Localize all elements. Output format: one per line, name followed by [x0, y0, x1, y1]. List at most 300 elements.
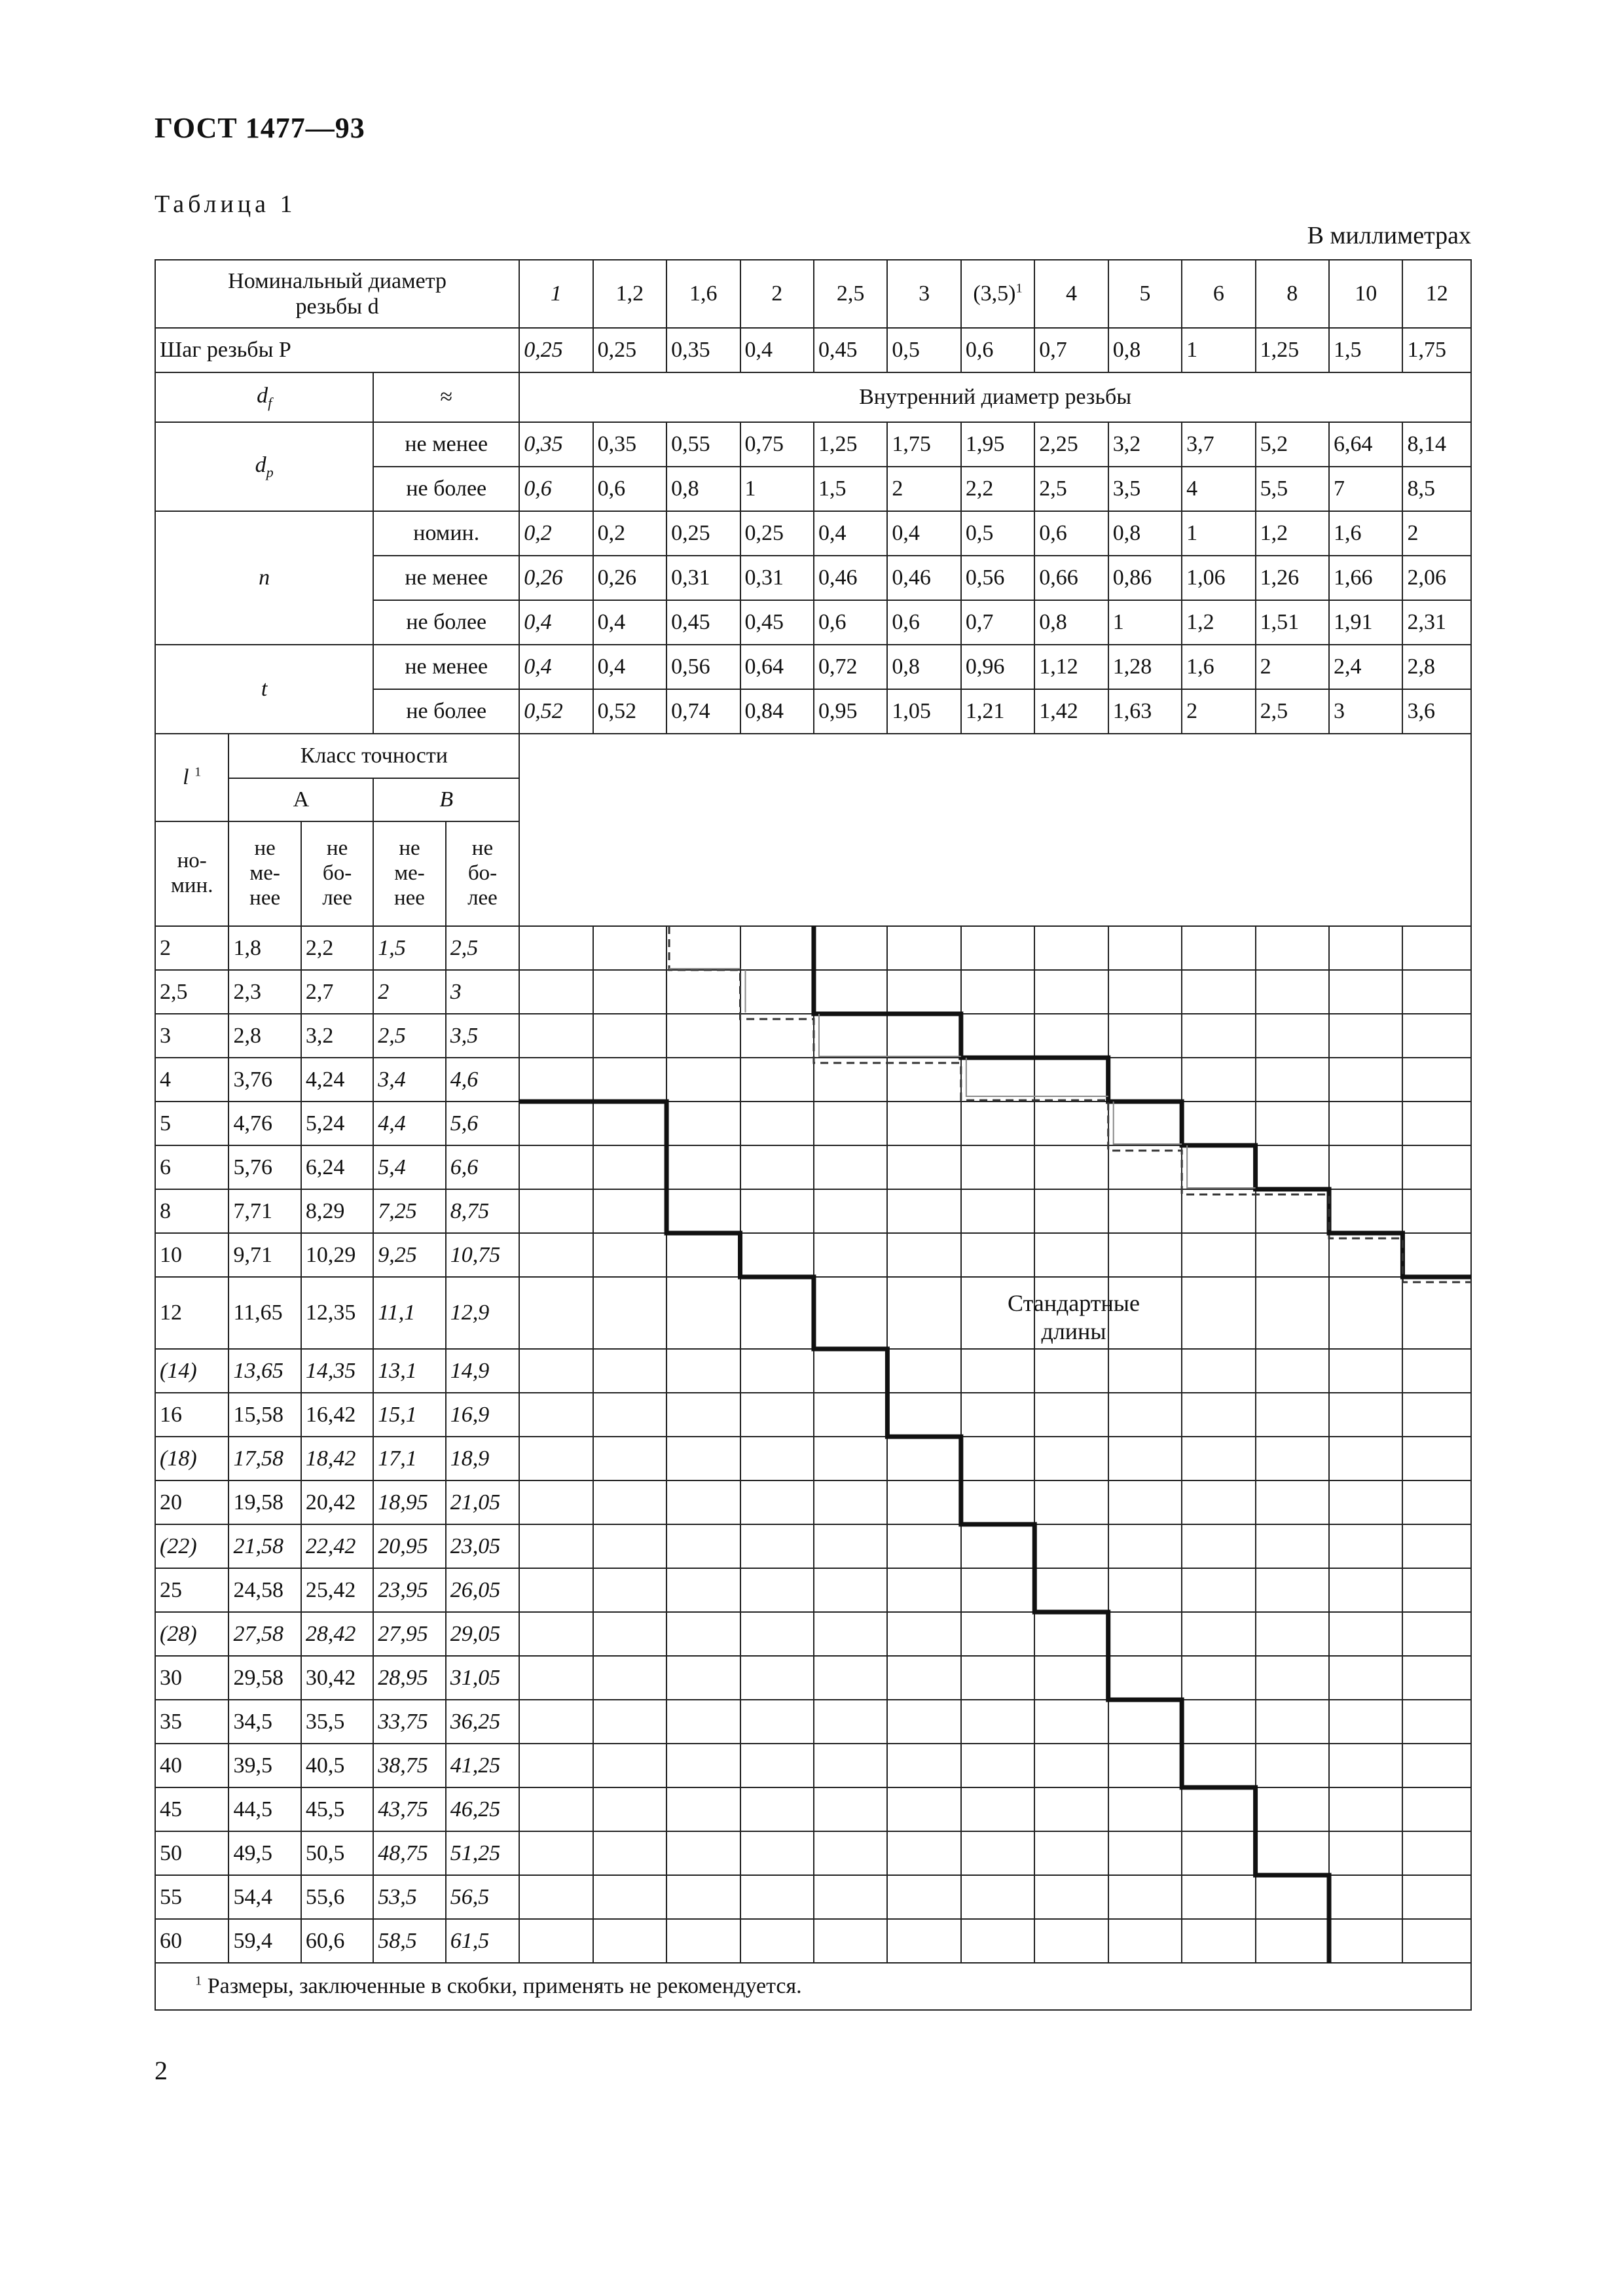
length-cell: 8: [155, 1189, 228, 1233]
grid-cell: [666, 1919, 740, 1963]
grid-cell: [593, 1058, 666, 1102]
dp-cell: 1,75: [887, 422, 960, 467]
grid-cell: [593, 1568, 666, 1612]
grid-cell: [1182, 1568, 1255, 1612]
grid-cell: [814, 1437, 887, 1480]
grid-cell: [961, 1919, 1034, 1963]
grid-cell: [740, 1393, 814, 1437]
grid-cell: [1034, 970, 1108, 1014]
pitch-cell: 0,35: [666, 328, 740, 372]
length-cell: 5,76: [228, 1145, 301, 1189]
t-limit-label: не более: [373, 689, 519, 734]
grid-cell: [887, 1656, 960, 1700]
grid-cell: [519, 970, 593, 1014]
dp-cell: 8,14: [1402, 422, 1471, 467]
n-cell: 0,31: [740, 556, 814, 600]
grid-cell: [1329, 1831, 1402, 1875]
n-cell: 0,46: [887, 556, 960, 600]
grid-cell: [1329, 1480, 1402, 1524]
length-cell: 12,9: [446, 1277, 520, 1349]
length-cell: 2: [373, 970, 445, 1014]
length-cell: 35: [155, 1700, 228, 1744]
dp-cell: 5,5: [1256, 467, 1329, 511]
grid-cell: [814, 1787, 887, 1831]
diameter-cell: $(3,5)^1$: [961, 260, 1034, 328]
n-symbol: n: [155, 511, 373, 645]
grid-cell: [1402, 1233, 1471, 1277]
grid-cell: [1108, 1919, 1182, 1963]
grid-cell: [593, 970, 666, 1014]
grid-cell: [961, 1014, 1034, 1058]
grid-cell: [666, 1831, 740, 1875]
standard-lengths-label: Стандартные длины: [1008, 1290, 1140, 1345]
t-cell: 0,52: [519, 689, 593, 734]
grid-cell: [740, 1919, 814, 1963]
row-footnote: [155, 1963, 1471, 2010]
length-cell: 16: [155, 1393, 228, 1437]
dp-cell: 3,7: [1182, 422, 1255, 467]
n-cell: 0,5: [961, 511, 1034, 556]
grid-cell: [814, 1480, 887, 1524]
grid-cell: [961, 1656, 1034, 1700]
grid-cell: [1329, 1102, 1402, 1145]
grid-cell: [519, 926, 593, 970]
l-symbol: l $^1$: [155, 734, 228, 821]
class-a: А: [228, 778, 373, 821]
n-cell: 0,25: [740, 511, 814, 556]
grid-cell: [519, 1524, 593, 1568]
n-cell: 0,45: [666, 600, 740, 645]
grid-cell: [814, 1189, 887, 1233]
grid-cell: [1329, 1349, 1402, 1393]
grid-cell: [814, 970, 887, 1014]
grid-cell: [1182, 1437, 1255, 1480]
grid-cell: [887, 1480, 960, 1524]
length-row: [155, 1700, 1471, 1744]
length-cell: 50: [155, 1831, 228, 1875]
grid-cell: [666, 1189, 740, 1233]
n-cell: 0,8: [1034, 600, 1108, 645]
n-cell: 0,86: [1108, 556, 1182, 600]
grid-cell: [1329, 1437, 1402, 1480]
grid-cell: [1034, 1744, 1108, 1787]
grid-cell: [887, 1612, 960, 1656]
grid-cell: [887, 1831, 960, 1875]
grid-cell: [593, 1875, 666, 1919]
dp-symbol: $d_p$: [155, 422, 373, 511]
row-t: [155, 645, 1471, 689]
length-cell: 15,1: [373, 1393, 445, 1437]
grid-cell: [593, 1233, 666, 1277]
grid-cell: [1402, 1524, 1471, 1568]
n-cell: 2,06: [1402, 556, 1471, 600]
footnote: $^1$ Размеры, заключенные в скобки, применять не рекомендуется.: [155, 1963, 1471, 2010]
dp-cell: 2,25: [1034, 422, 1108, 467]
dp-cell: 0,35: [593, 422, 666, 467]
grid-cell: [961, 1102, 1034, 1145]
length-cell: 39,5: [228, 1744, 301, 1787]
grid-cell: [1329, 1919, 1402, 1963]
t-cell: 2,5: [1256, 689, 1329, 734]
grid-cell: [1402, 1568, 1471, 1612]
grid-cell: [961, 1700, 1034, 1744]
length-cell: 19,58: [228, 1480, 301, 1524]
length-cell: 16,42: [301, 1393, 373, 1437]
grid-cell: [814, 1744, 887, 1787]
grid-cell: [1256, 1744, 1329, 1787]
grid-cell: [1034, 1787, 1108, 1831]
t-cell: 0,95: [814, 689, 887, 734]
grid-cell: [1402, 926, 1471, 970]
grid-cell: [519, 1480, 593, 1524]
grid-cell: [1182, 1831, 1255, 1875]
grid-cell: [1329, 1787, 1402, 1831]
grid-cell: [961, 1875, 1034, 1919]
footnote-mark: 1: [195, 1974, 202, 1989]
length-cell: 9,25: [373, 1233, 445, 1277]
n-cell: 0,4: [887, 511, 960, 556]
grid-cell: [740, 1437, 814, 1480]
grid-cell: [666, 1612, 740, 1656]
grid-cell: [1256, 1145, 1329, 1189]
grid-cell: [740, 1102, 814, 1145]
dp-cell: 7: [1329, 467, 1402, 511]
nom-header: но- мин.: [155, 821, 228, 926]
grid-cell: [593, 1393, 666, 1437]
t-cell: 0,8: [887, 645, 960, 689]
length-cell: 13,1: [373, 1349, 445, 1393]
row-dp: [155, 422, 1471, 467]
pitch-cell: 1,75: [1402, 328, 1471, 372]
length-cell: 3: [155, 1014, 228, 1058]
dp-cell: 1,5: [814, 467, 887, 511]
n-cell: 0,6: [814, 600, 887, 645]
grid-cell: [666, 1700, 740, 1744]
grid-cell: [1402, 970, 1471, 1014]
t-cell: 0,52: [593, 689, 666, 734]
dp-cell: 4: [1182, 467, 1255, 511]
n-cell: 0,46: [814, 556, 887, 600]
grid-cell: [887, 1744, 960, 1787]
grid-cell: [666, 1744, 740, 1787]
n-cell: 1: [1182, 511, 1255, 556]
grid-cell: [961, 1612, 1034, 1656]
n-cell: 0,4: [593, 600, 666, 645]
grid-cell: [666, 1233, 740, 1277]
grid-cell: [1034, 1393, 1108, 1437]
n-cell: 0,6: [1034, 511, 1108, 556]
grid-cell: [1182, 1700, 1255, 1744]
length-cell: 51,25: [446, 1831, 520, 1875]
grid-cell: [1256, 1656, 1329, 1700]
length-cell: 17,58: [228, 1437, 301, 1480]
grid-cell: [961, 1233, 1034, 1277]
t-cell: 0,72: [814, 645, 887, 689]
grid-cell: [1329, 1145, 1402, 1189]
grid-cell: [1108, 1875, 1182, 1919]
thread-dimensions-table: [155, 259, 1472, 2011]
grid-cell: [519, 1612, 593, 1656]
grid-cell: [519, 1656, 593, 1700]
grid-cell: [1256, 1612, 1329, 1656]
grid-cell: [887, 1700, 960, 1744]
grid-cell: [1256, 1189, 1329, 1233]
n-cell: 0,2: [593, 511, 666, 556]
n-cell: 0,2: [519, 511, 593, 556]
grid-cell: [740, 1831, 814, 1875]
grid-cell: [593, 1919, 666, 1963]
length-cell: 60: [155, 1919, 228, 1963]
grid-cell: [961, 1568, 1034, 1612]
dp-cell: 8,5: [1402, 467, 1471, 511]
grid-cell: [519, 1700, 593, 1744]
grid-cell: [1108, 1612, 1182, 1656]
length-cell: 22,42: [301, 1524, 373, 1568]
grid-cell: [887, 1524, 960, 1568]
grid-cell: [593, 1831, 666, 1875]
grid-cell: [961, 926, 1034, 970]
grid-cell: [1034, 926, 1108, 970]
grid-cell: [961, 1145, 1034, 1189]
grid-cell: [519, 1437, 593, 1480]
pitch-cell: 0,7: [1034, 328, 1108, 372]
grid-cell: [961, 1787, 1034, 1831]
length-row: [155, 1233, 1471, 1277]
length-row: [155, 1831, 1471, 1875]
length-cell: 25: [155, 1568, 228, 1612]
length-cell: 9,71: [228, 1233, 301, 1277]
dp-cell: 2,5: [1034, 467, 1108, 511]
length-cell: 60,6: [301, 1919, 373, 1963]
t-cell: 2,8: [1402, 645, 1471, 689]
length-row: [155, 1277, 1471, 1349]
length-row: [155, 1393, 1471, 1437]
length-row: [155, 1349, 1471, 1393]
length-cell: 10: [155, 1233, 228, 1277]
row-n: [155, 511, 1471, 556]
grid-cell: [1108, 1787, 1182, 1831]
grid-cell: [593, 1014, 666, 1058]
n-cell: 1,6: [1329, 511, 1402, 556]
grid-cell: [593, 1277, 666, 1349]
length-cell: 6,6: [446, 1145, 520, 1189]
t-symbol: t: [155, 645, 373, 734]
grid-cell: [740, 1014, 814, 1058]
pitch-cell: 0,45: [814, 328, 887, 372]
grid-cell: [1256, 1524, 1329, 1568]
max-header: не бо- лее: [301, 821, 373, 926]
t-cell: 0,4: [593, 645, 666, 689]
length-cell: 34,5: [228, 1700, 301, 1744]
dp-cell: 0,6: [593, 467, 666, 511]
grid-cell: [666, 1656, 740, 1700]
grid-cell: [961, 1393, 1034, 1437]
length-cell: (22): [155, 1524, 228, 1568]
grid-cell: [1182, 1349, 1255, 1393]
length-cell: 8,75: [446, 1189, 520, 1233]
df-symbol: $d_f$: [155, 372, 373, 422]
length-row: [155, 1102, 1471, 1145]
length-cell: 18,9: [446, 1437, 520, 1480]
t-cell: 2: [1256, 645, 1329, 689]
grid-cell: [1402, 1831, 1471, 1875]
grid-cell: [519, 1875, 593, 1919]
dp-limit-label: не менее: [373, 422, 519, 467]
grid-cell: [961, 1480, 1034, 1524]
n-cell: 1,66: [1329, 556, 1402, 600]
grid-cell: [1402, 1393, 1471, 1437]
pitch-cell: 0,4: [740, 328, 814, 372]
row-diameter: [155, 260, 1471, 328]
grid-cell: [519, 1014, 593, 1058]
grid-cell: [1034, 1480, 1108, 1524]
grid-cell: [1256, 1875, 1329, 1919]
n-cell: 1: [1108, 600, 1182, 645]
length-cell: 33,75: [373, 1700, 445, 1744]
length-cell: (18): [155, 1437, 228, 1480]
t-cell: 0,4: [519, 645, 593, 689]
dp-cell: 6,64: [1329, 422, 1402, 467]
grid-cell: [1182, 1014, 1255, 1058]
grid-cell: [1182, 926, 1255, 970]
length-row: [155, 1612, 1471, 1656]
grid-cell: [961, 1831, 1034, 1875]
diameter-cell: 6: [1182, 260, 1255, 328]
length-cell: 5: [155, 1102, 228, 1145]
pitch-cell: 0,25: [519, 328, 593, 372]
length-cell: 6,24: [301, 1145, 373, 1189]
grid-cell: [1108, 970, 1182, 1014]
diameter-cell: 3: [887, 260, 960, 328]
grid-cell: [666, 1524, 740, 1568]
length-row: [155, 1568, 1471, 1612]
grid-cell: [1034, 1524, 1108, 1568]
grid-cell: [1182, 1524, 1255, 1568]
page-number: 2: [155, 2056, 168, 2085]
grid-cell: [1256, 1102, 1329, 1145]
dp-cell: 1,25: [814, 422, 887, 467]
grid-cell: [887, 1189, 960, 1233]
length-cell: 4,4: [373, 1102, 445, 1145]
grid-cell: [814, 1145, 887, 1189]
grid-cell: [1256, 1831, 1329, 1875]
grid-cell: [887, 1393, 960, 1437]
length-cell: 2,8: [228, 1014, 301, 1058]
grid-cell: [593, 1480, 666, 1524]
grid-cell: [1108, 1102, 1182, 1145]
dp-cell: 3,5: [1108, 467, 1182, 511]
grid-cell: [961, 1349, 1034, 1393]
grid-cell: [1329, 1656, 1402, 1700]
grid-cell: [666, 1787, 740, 1831]
grid-cell: [887, 1875, 960, 1919]
grid-cell: [666, 1875, 740, 1919]
length-cell: 35,5: [301, 1700, 373, 1744]
length-cell: 4,6: [446, 1058, 520, 1102]
grid-cell: [519, 1349, 593, 1393]
grid-cell: [961, 970, 1034, 1014]
length-row: [155, 1744, 1471, 1787]
length-cell: 3,76: [228, 1058, 301, 1102]
grid-cell: [1329, 1189, 1402, 1233]
n-cell: 2: [1402, 511, 1471, 556]
grid-cell: [1182, 1393, 1255, 1437]
dp-cell: 0,75: [740, 422, 814, 467]
n-cell: 1,26: [1256, 556, 1329, 600]
length-cell: 1,5: [373, 926, 445, 970]
dp-cell: 3,2: [1108, 422, 1182, 467]
grid-cell: [1108, 1656, 1182, 1700]
grid-cell: [814, 1102, 887, 1145]
n-cell: 0,26: [593, 556, 666, 600]
length-cell: 43,75: [373, 1787, 445, 1831]
grid-cell: [814, 1919, 887, 1963]
grid-cell: [887, 1787, 960, 1831]
grid-cell: [1402, 1700, 1471, 1744]
grid-cell: [1108, 1058, 1182, 1102]
length-cell: 44,5: [228, 1787, 301, 1831]
length-cell: 7,25: [373, 1189, 445, 1233]
grid-cell: [1108, 926, 1182, 970]
length-cell: 2,5: [155, 970, 228, 1014]
t-cell: 0,84: [740, 689, 814, 734]
dp-cell: 0,35: [519, 422, 593, 467]
t-limit-label: не менее: [373, 645, 519, 689]
length-row: [155, 926, 1471, 970]
grid-cell: [1402, 1787, 1471, 1831]
grid-cell: [1329, 1700, 1402, 1744]
df-value: Внутренний диаметр резьбы: [519, 372, 1471, 422]
grid-cell: [1256, 1393, 1329, 1437]
n-limit-label: не более: [373, 600, 519, 645]
n-cell: 0,66: [1034, 556, 1108, 600]
grid-cell: [740, 1524, 814, 1568]
grid-cell: [887, 1437, 960, 1480]
length-cell: 2,2: [301, 926, 373, 970]
grid-cell: [887, 1277, 960, 1349]
pitch-cell: 1,25: [1256, 328, 1329, 372]
table-caption: Таблица 1: [155, 190, 297, 218]
blank-area: [519, 734, 1471, 926]
grid-cell: [1108, 1700, 1182, 1744]
grid-cell: [1108, 1233, 1182, 1277]
dp-cell: 0,55: [666, 422, 740, 467]
t-cell: 0,96: [961, 645, 1034, 689]
grid-cell: [1034, 1568, 1108, 1612]
dp-cell: 2: [887, 467, 960, 511]
grid-cell: [1182, 1145, 1255, 1189]
grid-cell: [1329, 1014, 1402, 1058]
grid-cell: [1256, 1437, 1329, 1480]
document-title: ГОСТ 1477—93: [155, 112, 365, 144]
n-cell: 0,26: [519, 556, 593, 600]
grid-cell: [961, 1189, 1034, 1233]
n-cell: 0,6: [887, 600, 960, 645]
diameter-cell: 2: [740, 260, 814, 328]
grid-cell: [666, 1058, 740, 1102]
grid-cell: [1108, 1349, 1182, 1393]
grid-cell: [1034, 1437, 1108, 1480]
length-cell: 15,58: [228, 1393, 301, 1437]
t-cell: 3: [1329, 689, 1402, 734]
grid-cell: [1256, 1919, 1329, 1963]
length-cell: 55,6: [301, 1875, 373, 1919]
grid-cell: [666, 1437, 740, 1480]
t-cell: 1,63: [1108, 689, 1182, 734]
grid-cell: [1402, 1612, 1471, 1656]
grid-cell: [740, 970, 814, 1014]
t-cell: 2,4: [1329, 645, 1402, 689]
